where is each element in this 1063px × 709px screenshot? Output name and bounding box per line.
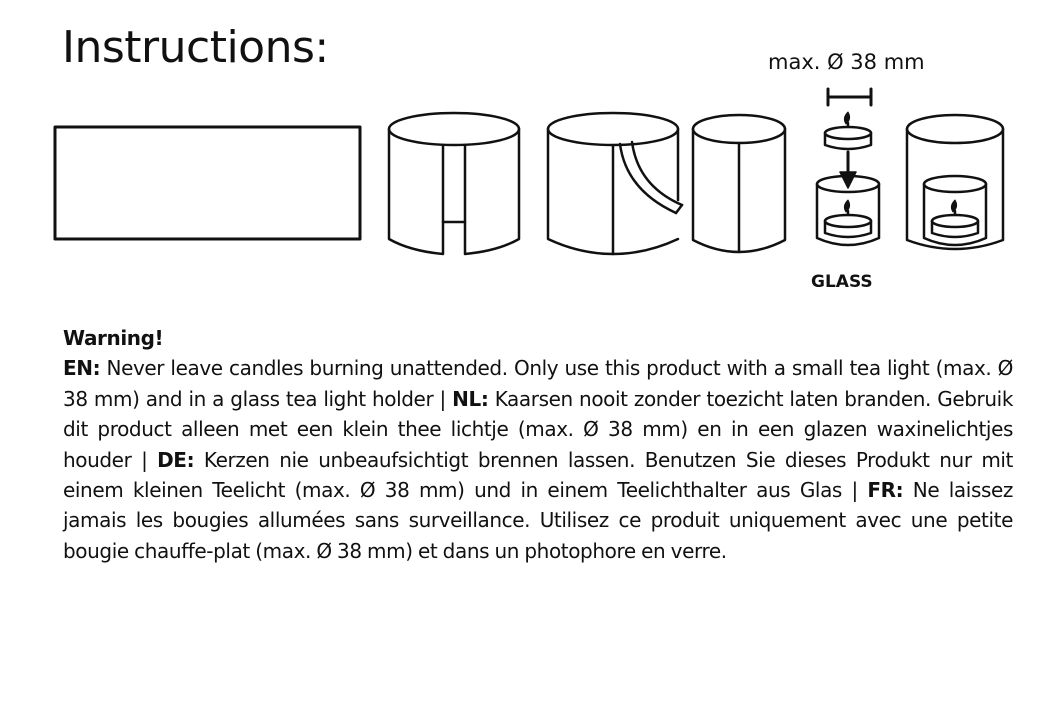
lang-label-fr: FR: xyxy=(867,478,904,503)
warning-text-en: Never leave candles burning unattended. Only use this product with a small tea light (max. Ø 38 mm) and in a glass tea light holder | xyxy=(63,356,1013,411)
rolled-sheet-open-icon xyxy=(389,113,519,254)
finished-lantern-icon xyxy=(907,115,1003,249)
warning-text-nl: Kaarsen nooit zonder toezicht laten branden. Gebruik dit product alleen met een klein thee lichtje (max. Ø 38 mm) en in een glazen waxinelichtjes houder | xyxy=(63,386,1013,472)
lang-label-en: EN: xyxy=(63,356,101,381)
flat-sheet-icon xyxy=(55,127,360,239)
warning-text-fr: Ne laissez jamais les bougies allumées sans surveillance. Utilisez ce produit uniquement avec une petite bougie chauffe-plat (max. Ø 38 mm) et dans un photophore en verre. xyxy=(63,478,1013,563)
lang-label-nl: NL: xyxy=(452,386,489,411)
rolled-sheet-peel-tape-icon xyxy=(548,113,682,254)
warning-text-de: Kerzen nie unbeaufsichtigt brennen lassen. Benutzen Sie dieses Produkt nur mit einem kleinen Teelicht (max. Ø 38 mm) und in einem Teelichthalter aus Glas | xyxy=(63,447,1014,503)
glass-label: GLASS xyxy=(811,272,873,292)
instructions-diagram xyxy=(0,0,1063,300)
page-title: Instructions: xyxy=(62,22,329,73)
tealight-into-glass-icon xyxy=(817,89,879,245)
warning-title: Warning! xyxy=(63,326,164,350)
max-diameter-label: max. Ø 38 mm xyxy=(768,50,925,74)
lang-label-de: DE: xyxy=(157,447,195,472)
warning-section xyxy=(63,323,1013,566)
closed-cylinder-icon xyxy=(693,115,785,252)
